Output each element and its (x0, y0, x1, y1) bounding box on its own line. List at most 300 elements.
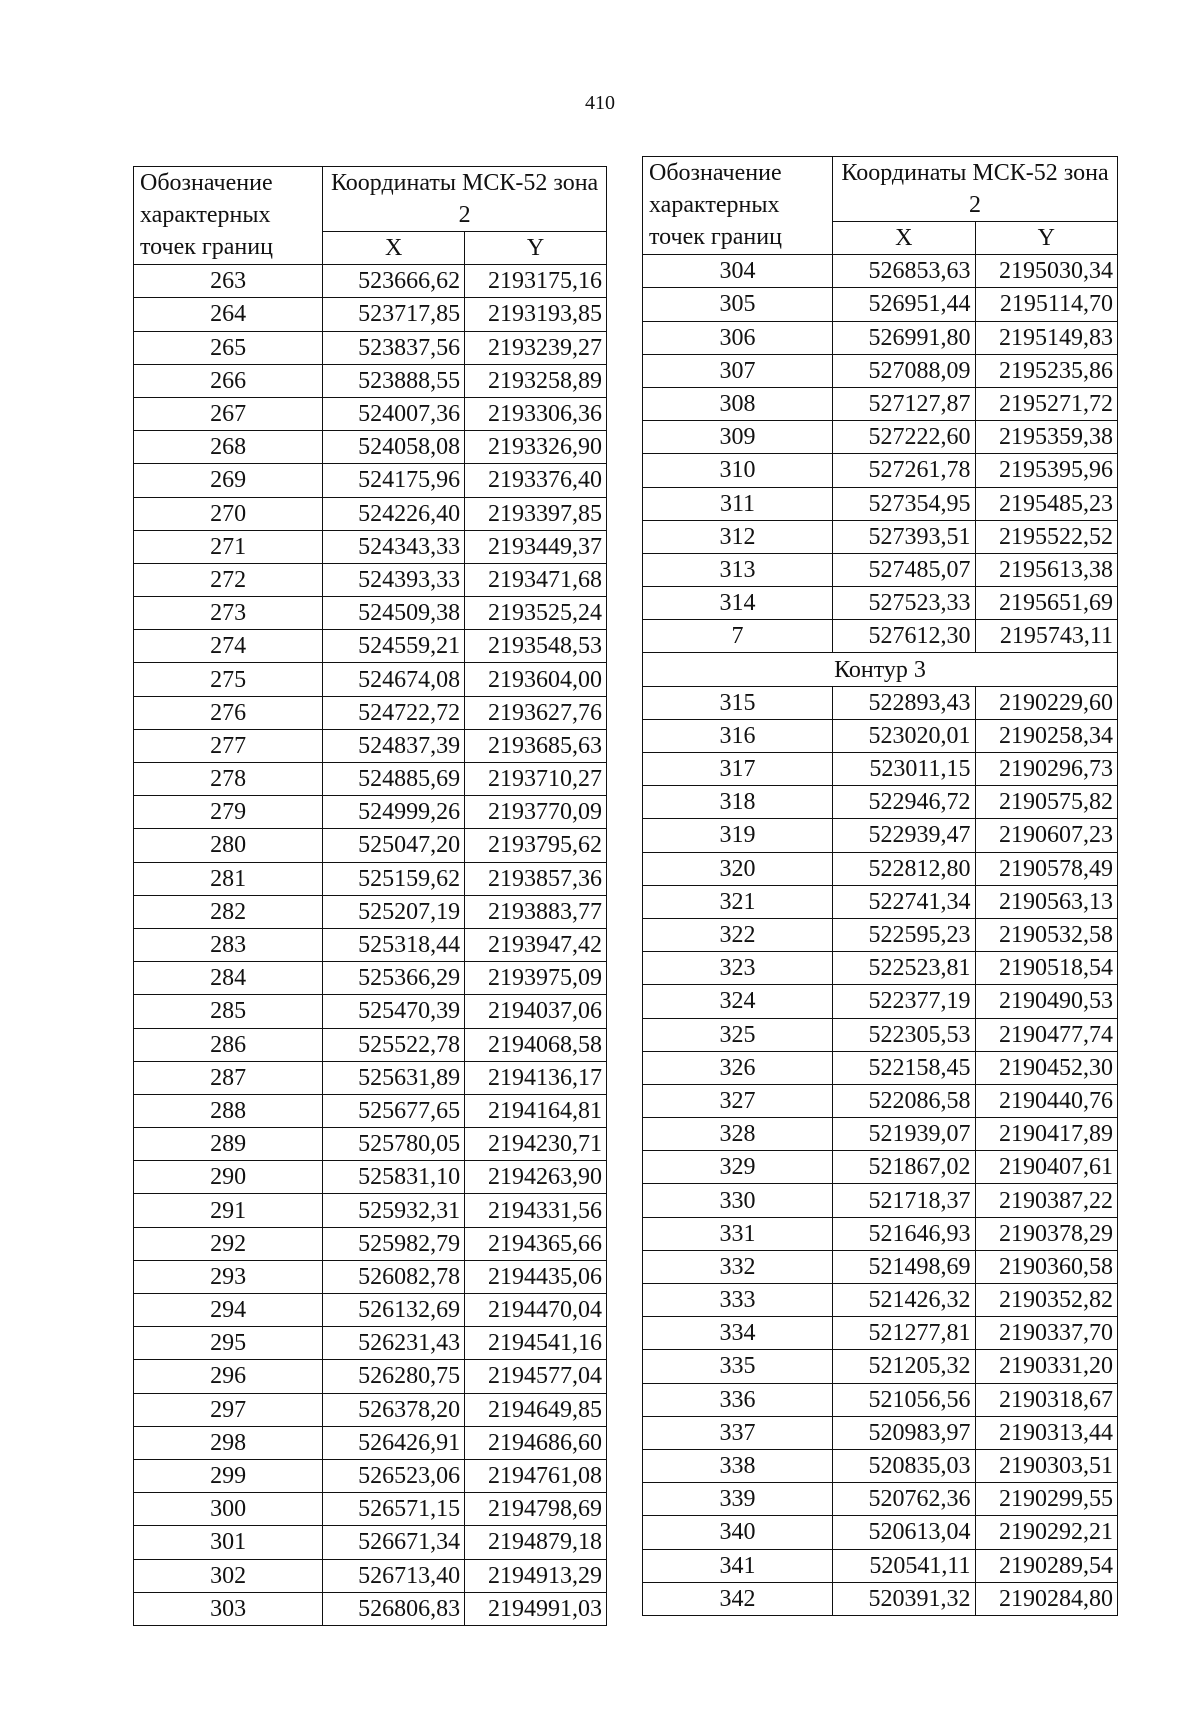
coord-y: 2195235,86 (975, 354, 1118, 387)
coord-x: 522305,53 (833, 1018, 976, 1051)
coord-y: 2190578,49 (975, 852, 1118, 885)
coord-y: 2195522,52 (975, 520, 1118, 553)
coord-y: 2193947,42 (465, 928, 607, 961)
coord-x: 520613,04 (833, 1516, 976, 1549)
table-row (643, 387, 1118, 420)
coord-x: 525366,29 (323, 962, 465, 995)
table-row (643, 1516, 1118, 1549)
coordinates-table-left (133, 166, 607, 1626)
table-row (643, 454, 1118, 487)
table-row (643, 786, 1118, 819)
coord-x: 526132,69 (323, 1294, 465, 1327)
coord-x: 524226,40 (323, 497, 465, 530)
coord-x: 521718,37 (833, 1184, 976, 1217)
coord-x: 521426,32 (833, 1284, 976, 1317)
header-x: X (833, 222, 976, 255)
coord-y: 2193258,89 (465, 364, 607, 397)
coord-x: 527393,51 (833, 520, 976, 553)
point-id: 312 (643, 520, 833, 553)
coord-x: 526951,44 (833, 288, 976, 321)
table-row (134, 1426, 607, 1459)
point-id: 300 (134, 1493, 323, 1526)
header-coords-label: Координаты МСК-52 зона 2 (833, 157, 1118, 222)
table-row (134, 530, 607, 563)
coord-x: 524674,08 (323, 663, 465, 696)
coord-y: 2193770,09 (465, 796, 607, 829)
coord-x: 521939,07 (833, 1118, 976, 1151)
coord-y: 2193548,53 (465, 630, 607, 663)
table-row (134, 1260, 607, 1293)
coord-y: 2190284,80 (975, 1582, 1118, 1615)
coord-y: 2193175,16 (465, 265, 607, 298)
table-row (643, 1051, 1118, 1084)
point-id: 297 (134, 1393, 323, 1426)
table-row (643, 985, 1118, 1018)
coord-x: 526231,43 (323, 1327, 465, 1360)
table-row (643, 421, 1118, 454)
coord-x: 522086,58 (833, 1084, 976, 1117)
table-row (134, 895, 607, 928)
table-row (134, 1592, 607, 1625)
coord-y: 2190331,20 (975, 1350, 1118, 1383)
point-id: 268 (134, 431, 323, 464)
coord-y: 2190313,44 (975, 1416, 1118, 1449)
table-row (134, 928, 607, 961)
table-row (134, 1360, 607, 1393)
point-id: 325 (643, 1018, 833, 1051)
coord-x: 522158,45 (833, 1051, 976, 1084)
coord-x: 527088,09 (833, 354, 976, 387)
table-row (134, 962, 607, 995)
page-number: 410 (585, 92, 615, 114)
coord-x: 524175,96 (323, 464, 465, 497)
point-id: 336 (643, 1383, 833, 1416)
coord-x: 523011,15 (833, 753, 976, 786)
point-id: 293 (134, 1260, 323, 1293)
table-row (134, 265, 607, 298)
coord-y: 2190360,58 (975, 1250, 1118, 1283)
point-id: 265 (134, 331, 323, 364)
point-id: 322 (643, 918, 833, 951)
point-id: 302 (134, 1559, 323, 1592)
point-id: 267 (134, 397, 323, 430)
table-row (134, 1028, 607, 1061)
coord-x: 520983,97 (833, 1416, 976, 1449)
coord-y: 2194649,85 (465, 1393, 607, 1426)
table-row (643, 1383, 1118, 1416)
coord-x: 524999,26 (323, 796, 465, 829)
point-id: 337 (643, 1416, 833, 1449)
table-row (643, 719, 1118, 752)
table-row (134, 1526, 607, 1559)
coord-y: 2193449,37 (465, 530, 607, 563)
point-id: 294 (134, 1294, 323, 1327)
coord-y: 2194331,56 (465, 1194, 607, 1227)
table-row (643, 1549, 1118, 1582)
table-row (643, 487, 1118, 520)
table-row (643, 1582, 1118, 1615)
coord-x: 521277,81 (833, 1317, 976, 1350)
coord-y: 2193857,36 (465, 862, 607, 895)
point-id: 289 (134, 1128, 323, 1161)
point-id: 326 (643, 1051, 833, 1084)
left-table-body (134, 265, 607, 1626)
table-row (643, 885, 1118, 918)
coord-x: 525318,44 (323, 928, 465, 961)
coord-x: 525522,78 (323, 1028, 465, 1061)
point-id: 283 (134, 928, 323, 961)
coord-y: 2194879,18 (465, 1526, 607, 1559)
coord-x: 524509,38 (323, 597, 465, 630)
point-id: 290 (134, 1161, 323, 1194)
coord-y: 2193326,90 (465, 431, 607, 464)
table-row (134, 364, 607, 397)
coord-x: 525982,79 (323, 1227, 465, 1260)
coord-y: 2195359,38 (975, 421, 1118, 454)
point-id: 285 (134, 995, 323, 1028)
point-id: 341 (643, 1549, 833, 1582)
point-id: 287 (134, 1061, 323, 1094)
point-id: 313 (643, 553, 833, 586)
coord-x: 526082,78 (323, 1260, 465, 1293)
right-table-body-before (643, 255, 1118, 653)
point-id: 301 (134, 1526, 323, 1559)
header-x: X (323, 232, 465, 265)
table-row (134, 1161, 607, 1194)
coord-x: 526280,75 (323, 1360, 465, 1393)
coord-y: 2190518,54 (975, 952, 1118, 985)
table-row (134, 597, 607, 630)
point-id: 304 (643, 255, 833, 288)
table-row (134, 397, 607, 430)
table-row (643, 1250, 1118, 1283)
coord-y: 2190229,60 (975, 686, 1118, 719)
coord-x: 524885,69 (323, 763, 465, 796)
coord-y: 2195030,34 (975, 255, 1118, 288)
point-id: 295 (134, 1327, 323, 1360)
table-row (134, 829, 607, 862)
coord-y: 2190258,34 (975, 719, 1118, 752)
coord-x: 527354,95 (833, 487, 976, 520)
point-id: 324 (643, 985, 833, 1018)
table-row (643, 1284, 1118, 1317)
table-row (134, 630, 607, 663)
table-row (643, 1184, 1118, 1217)
coord-x: 524559,21 (323, 630, 465, 663)
point-id: 340 (643, 1516, 833, 1549)
coord-y: 2190452,30 (975, 1051, 1118, 1084)
point-id: 284 (134, 962, 323, 995)
coord-y: 2194913,29 (465, 1559, 607, 1592)
coord-x: 526991,80 (833, 321, 976, 354)
point-id: 319 (643, 819, 833, 852)
point-id: 311 (643, 487, 833, 520)
point-id: 333 (643, 1284, 833, 1317)
point-id: 7 (643, 620, 833, 653)
right-table-body-after (643, 686, 1118, 1615)
coord-y: 2190337,70 (975, 1317, 1118, 1350)
coord-y: 2190440,76 (975, 1084, 1118, 1117)
coord-y: 2195613,38 (975, 553, 1118, 586)
coord-x: 522939,47 (833, 819, 976, 852)
table-row (134, 763, 607, 796)
coord-x: 526713,40 (323, 1559, 465, 1592)
coord-y: 2190289,54 (975, 1549, 1118, 1582)
header-point-label: Обозначение характерных точек границ (643, 157, 833, 255)
coord-x: 526571,15 (323, 1493, 465, 1526)
coord-y: 2193710,27 (465, 763, 607, 796)
point-id: 328 (643, 1118, 833, 1151)
coord-y: 2190575,82 (975, 786, 1118, 819)
coord-x: 522893,43 (833, 686, 976, 719)
point-id: 332 (643, 1250, 833, 1283)
point-id: 270 (134, 497, 323, 530)
table-row (134, 796, 607, 829)
coord-y: 2190299,55 (975, 1483, 1118, 1516)
table-row (643, 520, 1118, 553)
table-row (134, 995, 607, 1028)
coord-x: 522946,72 (833, 786, 976, 819)
coord-y: 2193525,24 (465, 597, 607, 630)
coord-y: 2195271,72 (975, 387, 1118, 420)
point-id: 323 (643, 952, 833, 985)
coord-y: 2190417,89 (975, 1118, 1118, 1151)
coord-x: 525780,05 (323, 1128, 465, 1161)
coord-y: 2194068,58 (465, 1028, 607, 1061)
coord-x: 524837,39 (323, 729, 465, 762)
point-id: 288 (134, 1094, 323, 1127)
point-id: 327 (643, 1084, 833, 1117)
table-row (134, 1393, 607, 1426)
table-row (643, 753, 1118, 786)
coord-x: 520541,11 (833, 1549, 976, 1582)
point-id: 264 (134, 298, 323, 331)
coord-y: 2190532,58 (975, 918, 1118, 951)
table-row (643, 321, 1118, 354)
coord-y: 2193471,68 (465, 563, 607, 596)
point-id: 331 (643, 1217, 833, 1250)
coord-y: 2193975,09 (465, 962, 607, 995)
coord-y: 2193306,36 (465, 397, 607, 430)
table-row (643, 819, 1118, 852)
table-row (134, 497, 607, 530)
coord-x: 523888,55 (323, 364, 465, 397)
coord-x: 525831,10 (323, 1161, 465, 1194)
table-row (643, 1416, 1118, 1449)
point-id: 269 (134, 464, 323, 497)
coord-x: 527612,30 (833, 620, 976, 653)
table-row (643, 288, 1118, 321)
coord-x: 527261,78 (833, 454, 976, 487)
table-row (134, 1128, 607, 1161)
coord-y: 2193795,62 (465, 829, 607, 862)
coord-x: 522812,80 (833, 852, 976, 885)
coord-y: 2193376,40 (465, 464, 607, 497)
table-row (134, 1493, 607, 1526)
table-row (643, 1317, 1118, 1350)
table-row (643, 620, 1118, 653)
point-id: 317 (643, 753, 833, 786)
table-row (134, 1227, 607, 1260)
point-id: 308 (643, 387, 833, 420)
table-row (134, 696, 607, 729)
coord-x: 522377,19 (833, 985, 976, 1018)
coord-x: 527127,87 (833, 387, 976, 420)
point-id: 277 (134, 729, 323, 762)
coord-y: 2190407,61 (975, 1151, 1118, 1184)
coord-x: 521205,32 (833, 1350, 976, 1383)
point-id: 278 (134, 763, 323, 796)
table-row (643, 1018, 1118, 1051)
coord-x: 520762,36 (833, 1483, 976, 1516)
coord-x: 525470,39 (323, 995, 465, 1028)
coord-x: 521056,56 (833, 1383, 976, 1416)
point-id: 305 (643, 288, 833, 321)
coord-y: 2195149,83 (975, 321, 1118, 354)
table-row (643, 553, 1118, 586)
coord-x: 521498,69 (833, 1250, 976, 1283)
contour-section (643, 653, 1118, 686)
table-row (134, 1459, 607, 1492)
coord-y: 2190607,23 (975, 819, 1118, 852)
coord-y: 2193883,77 (465, 895, 607, 928)
coord-y: 2194164,81 (465, 1094, 607, 1127)
coord-y: 2194991,03 (465, 1592, 607, 1625)
coord-x: 525677,65 (323, 1094, 465, 1127)
point-id: 299 (134, 1459, 323, 1492)
coord-x: 525159,62 (323, 862, 465, 895)
coord-x: 526671,34 (323, 1526, 465, 1559)
point-id: 280 (134, 829, 323, 862)
point-id: 310 (643, 454, 833, 487)
coord-y: 2193193,85 (465, 298, 607, 331)
table-row (643, 952, 1118, 985)
point-id: 330 (643, 1184, 833, 1217)
coord-y: 2194365,66 (465, 1227, 607, 1260)
point-id: 334 (643, 1317, 833, 1350)
coord-x: 522523,81 (833, 952, 976, 985)
point-id: 282 (134, 895, 323, 928)
coord-y: 2190292,21 (975, 1516, 1118, 1549)
contour-row (643, 653, 1118, 686)
point-id: 298 (134, 1426, 323, 1459)
coord-x: 522595,23 (833, 918, 976, 951)
point-id: 292 (134, 1227, 323, 1260)
coord-x: 521867,02 (833, 1151, 976, 1184)
table-row (134, 563, 607, 596)
coord-y: 2190352,82 (975, 1284, 1118, 1317)
point-id: 279 (134, 796, 323, 829)
coord-y: 2195395,96 (975, 454, 1118, 487)
point-id: 318 (643, 786, 833, 819)
coord-x: 523837,56 (323, 331, 465, 364)
header-point-label: Обозначение характерных точек границ (134, 167, 323, 265)
coord-y: 2193627,76 (465, 696, 607, 729)
coordinates-table-right (642, 156, 1118, 1616)
table-row (134, 1194, 607, 1227)
coord-x: 524393,33 (323, 563, 465, 596)
coord-y: 2190378,29 (975, 1217, 1118, 1250)
coord-x: 524722,72 (323, 696, 465, 729)
point-id: 296 (134, 1360, 323, 1393)
coord-x: 526853,63 (833, 255, 976, 288)
table-row (134, 862, 607, 895)
point-id: 281 (134, 862, 323, 895)
header-y: Y (465, 232, 607, 265)
table-row (643, 1449, 1118, 1482)
point-id: 274 (134, 630, 323, 663)
coord-x: 524007,36 (323, 397, 465, 430)
table-row (134, 1294, 607, 1327)
coord-x: 520391,32 (833, 1582, 976, 1615)
point-id: 342 (643, 1582, 833, 1615)
coord-y: 2193685,63 (465, 729, 607, 762)
point-id: 316 (643, 719, 833, 752)
coord-y: 2194037,06 (465, 995, 607, 1028)
table-row (134, 331, 607, 364)
point-id: 286 (134, 1028, 323, 1061)
table-row (134, 729, 607, 762)
table-row (134, 298, 607, 331)
point-id: 273 (134, 597, 323, 630)
coord-x: 522741,34 (833, 885, 976, 918)
point-id: 335 (643, 1350, 833, 1383)
coord-y: 2194230,71 (465, 1128, 607, 1161)
table-row (134, 663, 607, 696)
coord-y: 2195743,11 (975, 620, 1118, 653)
point-id: 291 (134, 1194, 323, 1227)
coord-x: 524343,33 (323, 530, 465, 563)
coord-x: 526378,20 (323, 1393, 465, 1426)
coord-x: 526523,06 (323, 1459, 465, 1492)
table-row (643, 1118, 1118, 1151)
point-id: 272 (134, 563, 323, 596)
coord-x: 523717,85 (323, 298, 465, 331)
table-row (643, 354, 1118, 387)
coord-y: 2193397,85 (465, 497, 607, 530)
coord-y: 2194435,06 (465, 1260, 607, 1293)
table-row (134, 464, 607, 497)
table-row (643, 1350, 1118, 1383)
coord-y: 2194577,04 (465, 1360, 607, 1393)
coord-y: 2194470,04 (465, 1294, 607, 1327)
table-row (134, 431, 607, 464)
coord-x: 521646,93 (833, 1217, 976, 1250)
header-y: Y (975, 222, 1118, 255)
table-row (643, 852, 1118, 885)
point-id: 263 (134, 265, 323, 298)
coord-x: 525207,19 (323, 895, 465, 928)
point-id: 307 (643, 354, 833, 387)
coord-x: 526426,91 (323, 1426, 465, 1459)
coord-x: 523666,62 (323, 265, 465, 298)
header-coords-label: Координаты МСК-52 зона 2 (323, 167, 607, 232)
point-id: 338 (643, 1449, 833, 1482)
contour-label: Контур 3 (643, 653, 1118, 686)
coord-y: 2193604,00 (465, 663, 607, 696)
table-row (643, 1217, 1118, 1250)
table-row (134, 1094, 607, 1127)
coord-y: 2193239,27 (465, 331, 607, 364)
point-id: 321 (643, 885, 833, 918)
coord-x: 525932,31 (323, 1194, 465, 1227)
point-id: 306 (643, 321, 833, 354)
coord-y: 2190387,22 (975, 1184, 1118, 1217)
point-id: 303 (134, 1592, 323, 1625)
coord-y: 2194761,08 (465, 1459, 607, 1492)
point-id: 309 (643, 421, 833, 454)
table-row (134, 1327, 607, 1360)
